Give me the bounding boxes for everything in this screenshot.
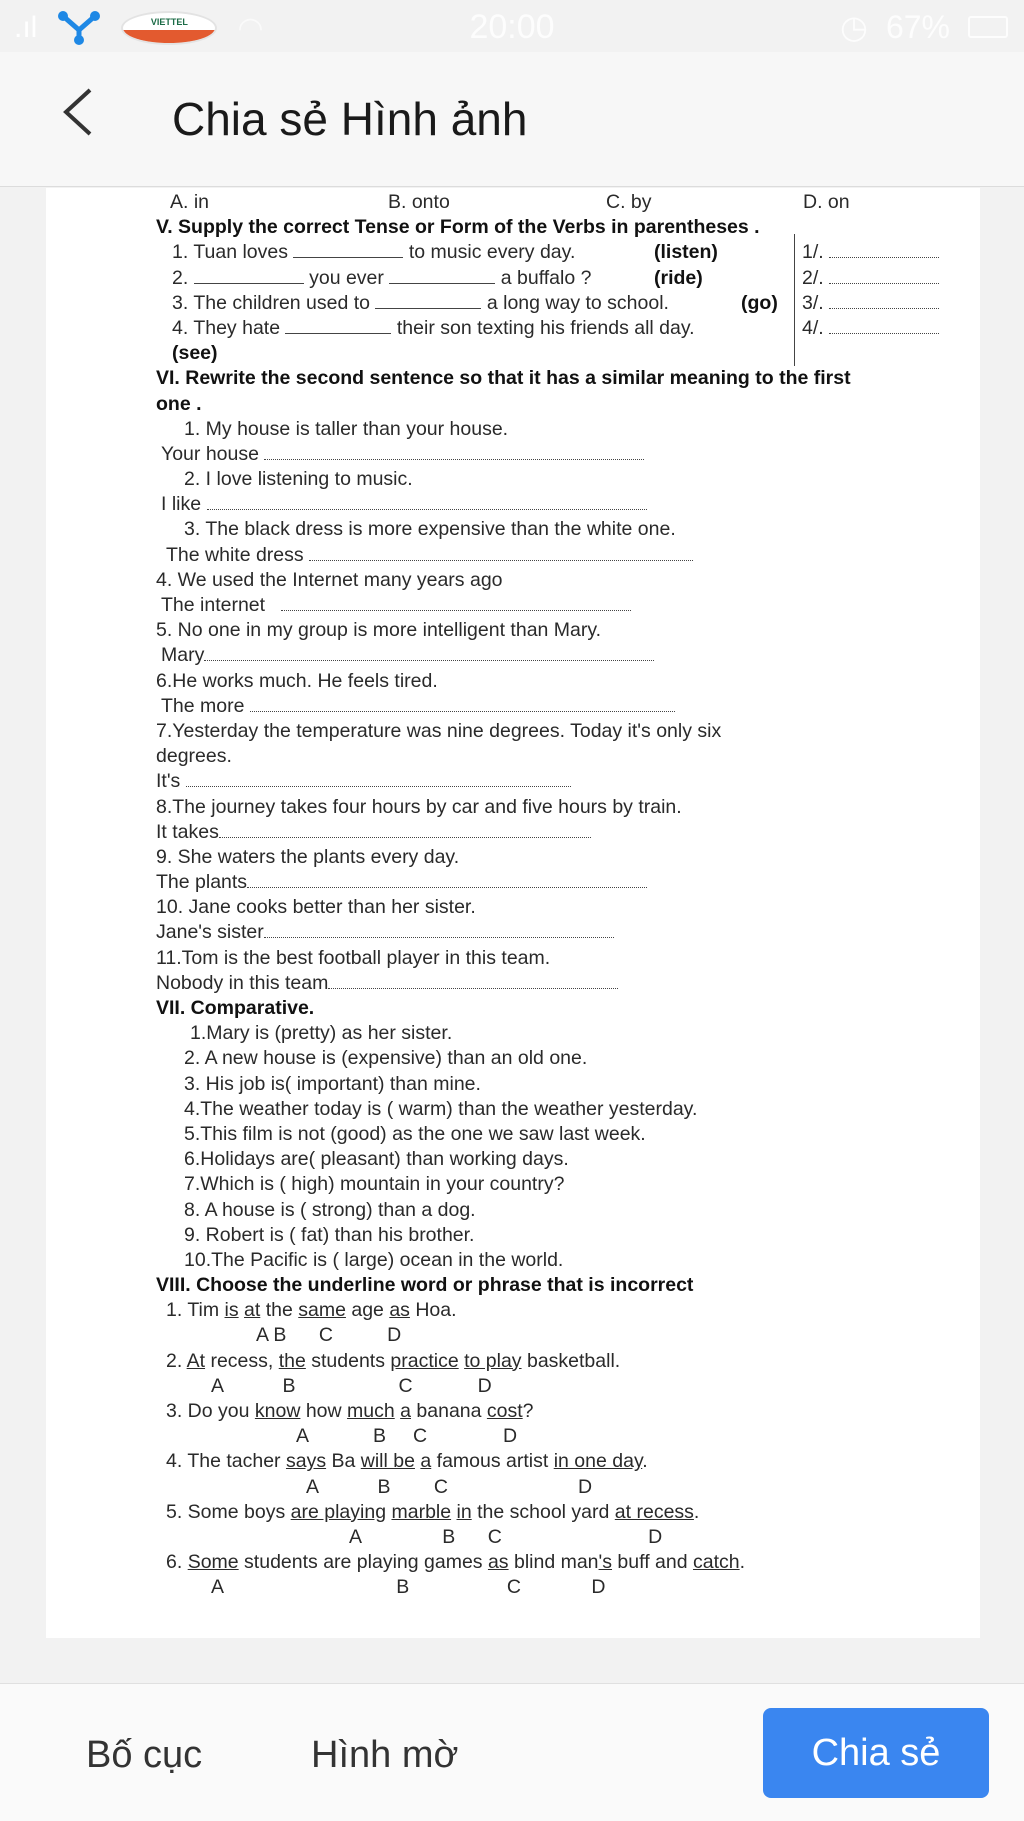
s6-q5: 5. No one in my group is more intelligent than Mary. xyxy=(156,619,602,642)
status-time: 20:00 xyxy=(469,8,555,46)
carrier-logo: VIETTEL xyxy=(121,11,217,45)
s8-item-4-letters: A B C D xyxy=(306,1475,593,1498)
s6-a8: It takes xyxy=(156,820,976,845)
s6-a1: Your house xyxy=(156,442,976,467)
s8-item-2: 2. At recess, the students practice to play basketball. xyxy=(166,1349,621,1372)
s8-item-6-letters: A B C D xyxy=(211,1576,606,1599)
s7-item-5: 5.This film is not (good) as the one we saw last week. xyxy=(184,1122,646,1145)
section-8-title: VIII. Choose the underline word or phrase that is incorrect xyxy=(156,1274,694,1297)
section-6-title: VI. Rewrite the second sentence so that it has a similar meaning to the first xyxy=(156,367,851,390)
s6-q1: 1. My house is taller than your house. xyxy=(184,417,509,440)
app-header xyxy=(0,52,1024,187)
s6-q4: 4. We used the Internet many years ago xyxy=(156,568,503,591)
s6-a3: The white dress xyxy=(156,543,976,568)
s8-item-4: 4. The tacher says Ba will be a famous artist in one day. xyxy=(166,1450,648,1473)
s8-item-5-letters: A B C D xyxy=(349,1525,663,1548)
s7-item-10: 10.The Pacific is ( large) ocean in the world. xyxy=(184,1248,564,1271)
s7-item-9: 9. Robert is ( fat) than his brother. xyxy=(184,1223,475,1246)
s8-item-6: 6. Some students are playing games as blind man's buff and catch. xyxy=(166,1551,746,1574)
option-row xyxy=(156,190,976,215)
s6-q3: 3. The black dress is more expensive than the white one. xyxy=(184,518,676,541)
s8-item-3: 3. Do you know how much a banana cost? xyxy=(166,1400,534,1422)
s6-q6: 6.He works much. He feels tired. xyxy=(156,669,438,692)
layout-button[interactable]: Bố cục xyxy=(86,1734,203,1776)
s6-a5: Mary xyxy=(156,643,976,668)
s6-a6: The more xyxy=(156,694,976,719)
s6-a10: Jane's sister xyxy=(156,920,976,945)
s8-item-1-letters: A B C D xyxy=(256,1324,402,1347)
s6-q9: 9. She waters the plants every day. xyxy=(156,845,460,868)
watermark-button[interactable]: Hình mờ xyxy=(311,1734,459,1776)
section-5-title: V. Supply the correct Tense or Form of the Verbs in parentheses . xyxy=(156,216,760,239)
s6-q2: 2. I love listening to music. xyxy=(184,468,413,491)
s6-a11: Nobody in this team xyxy=(156,971,976,996)
bottom-toolbar xyxy=(0,1683,1024,1821)
s8-item-5: 5. Some boys are playing marble in the school yard at recess. xyxy=(166,1500,700,1523)
s5-item-1: 1. Tuan loves to music every day. (listen) 1/. xyxy=(156,240,976,265)
s7-item-4: 4.The weather today is ( warm) than the weather yesterday. xyxy=(184,1097,698,1120)
s6-a7: It's xyxy=(156,769,976,794)
back-arrow-icon[interactable] xyxy=(52,82,112,142)
option-d: D. on xyxy=(803,191,850,213)
s8-item-2-letters: A B C D xyxy=(211,1374,492,1397)
section-6-title-cont: one . xyxy=(156,392,202,415)
alarm-icon: ◷ xyxy=(840,9,868,45)
s5-item-4-verb: (see) xyxy=(172,342,218,365)
page-title: Chia sẻ Hình ảnh xyxy=(172,93,528,145)
worksheet-content xyxy=(156,190,976,1601)
s5-item-4: 4. They hate their son texting his friends all day. 4/. xyxy=(156,316,976,341)
s7-item-8: 8. A house is ( strong) than a dog. xyxy=(184,1198,476,1221)
option-c: C. by xyxy=(606,191,652,213)
status-bar xyxy=(0,0,1024,52)
s6-q11: 11.Tom is the best football player in this team. xyxy=(156,946,551,969)
section-7-title: VII. Comparative. xyxy=(156,997,315,1019)
share-button[interactable]: Chia sẻ xyxy=(763,1708,989,1798)
s8-item-1: 1. Tim is at the same age as Hoa. xyxy=(166,1299,457,1322)
s6-a4: The internet xyxy=(156,593,976,618)
s7-item-6: 6.Holidays are( pleasant) than working days. xyxy=(184,1148,569,1171)
s6-q7: 7.Yesterday the temperature was nine degrees. Today it's only six xyxy=(156,719,722,742)
s5-item-3: 3. The children used to a long way to school. (go) 3/. xyxy=(156,291,976,316)
s7-item-3: 3. His job is( important) than mine. xyxy=(184,1072,481,1095)
s7-item-1: 1.Mary is (pretty) as her sister. xyxy=(190,1022,453,1045)
option-a: A. in xyxy=(170,191,210,213)
option-b: B. onto xyxy=(388,191,450,213)
s5-item-2: 2. you ever a buffalo ? (ride) 2/. xyxy=(156,266,976,291)
s6-a9: The plants xyxy=(156,870,976,895)
s6-q8: 8.The journey takes four hours by car and five hours by train. xyxy=(156,795,682,818)
battery-icon xyxy=(968,16,1008,38)
s8-item-3-letters: A B C D xyxy=(296,1425,518,1448)
wifi-icon: ◠ xyxy=(237,11,264,45)
s7-item-7: 7.Which is ( high) mountain in your country? xyxy=(184,1173,565,1196)
signal-icon: .ıl xyxy=(14,11,38,44)
s7-item-2: 2. A new house is (expensive) than an old one. xyxy=(184,1047,588,1070)
s6-a2: I like xyxy=(156,492,976,517)
battery-percent: 67% xyxy=(885,8,950,45)
s6-q7-cont: degrees. xyxy=(156,745,232,768)
s6-q10: 10. Jane cooks better than her sister. xyxy=(156,896,476,919)
